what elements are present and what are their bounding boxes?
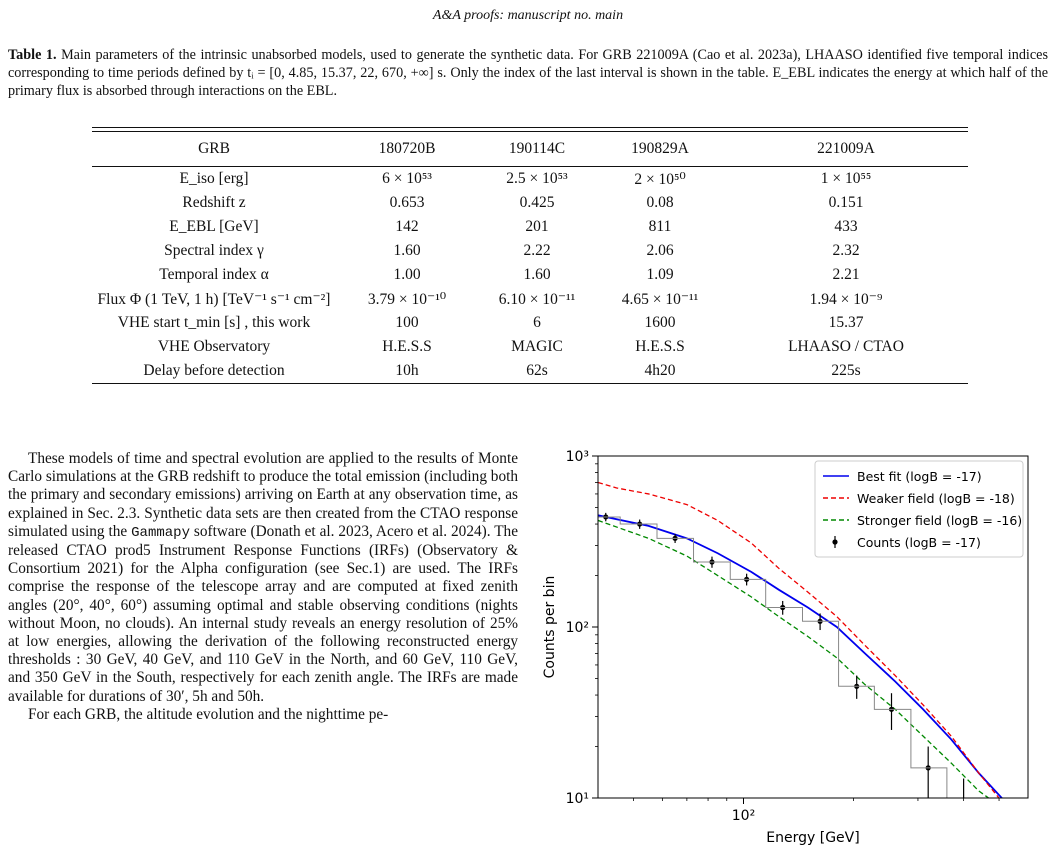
value-cell: 0.151: [828, 194, 864, 211]
value-cell: 6: [533, 314, 541, 331]
value-cell: 0.08: [646, 194, 674, 211]
value-cell: MAGIC: [511, 338, 563, 355]
value-cell: 10h: [336, 359, 478, 384]
value-cell: 1.60: [523, 266, 551, 283]
value-cell: 0.425: [519, 194, 555, 211]
value-cell: 1.94 × 10⁻⁹: [809, 290, 883, 308]
value-cell: 225s: [724, 359, 968, 384]
table-row: [92, 215, 968, 239]
x-tick-label: 10²: [731, 808, 756, 824]
row-label-cell: Delay before detection: [92, 359, 336, 384]
chart-svg: [528, 438, 1048, 858]
chart-legend: [815, 461, 1023, 557]
table-row: [92, 239, 968, 263]
body-text: [8, 450, 518, 724]
header-cell: 190114C: [478, 132, 596, 167]
header-cell: 221009A: [724, 132, 968, 167]
row-label-cell: Redshift z: [182, 194, 246, 211]
value-cell: 1.60: [393, 242, 421, 259]
x-axis-label: Energy [GeV]: [766, 830, 860, 846]
value-cell: 2 × 10⁵⁰: [634, 170, 686, 188]
y-tick-label: 10²: [565, 620, 589, 636]
paragraph: [8, 450, 518, 706]
legend-label: Best fit (logB = -17): [857, 469, 982, 484]
value-cell: 6 × 10⁵³: [382, 170, 432, 187]
caption-label: Table 1.: [8, 47, 57, 63]
header-cell: 190829A: [596, 132, 724, 167]
value-cell: 3.79 × 10⁻¹⁰: [367, 290, 447, 308]
figure-chart: [528, 438, 1048, 858]
legend-label: Weaker field (logB = -18): [857, 491, 1015, 506]
value-cell: 4h20: [596, 359, 724, 384]
text-run: software (Donath et al. 2023, Acero et al. 2024). The released CTAO prod5 Instrument Response Functions (IRFs) (Observatory & Consortium 2021) for the Alpha configuration (see Sec.1) are used. The IRFs comprise the response of the telescope array and are computed at fixed zenith angles (20°, 40°, 60°) assuming optimal and stable observing conditions (nights without Moon, no clouds). An internal study reveals an energy resolution of 25% at low energies, allowing the derivation of the following reconstructed energy thresholds : 30 GeV, 40 GeV, and 110 GeV in the North, and 60 GeV, 110 GeV, and 350 GeV in the South, respectively for each zenith angle. The IRFs are made available for durations of 30′, 5h and 50h.: [8, 522, 518, 705]
value-cell: 15.37: [828, 314, 864, 331]
value-cell: H.E.S.S: [382, 338, 432, 355]
row-label-cell: Temporal index α: [159, 266, 269, 283]
y-axis-label: Counts per bin: [542, 575, 558, 679]
value-cell: 201: [525, 218, 549, 235]
series-line: [598, 515, 1005, 802]
caption-text: Main parameters of the intrinsic unabsorbed models, used to generate the synthetic data. For GRB 221009A (Cao et al. 2023a), LHAASO identified five temporal indices corresponding to time periods defined by tᵢ = [0, 4.85, 15.37, 22, 670, +∞] s. Only the index of the last interval is shown in the table. E_EBL indicates the energy at which half of the primary flux is absorbed through interactions on the EBL.: [8, 47, 1048, 99]
table-row: [92, 167, 968, 192]
value-cell: 6.10 × 10⁻¹¹: [498, 290, 576, 308]
table-row: [92, 191, 968, 215]
value-cell: 2.06: [646, 242, 674, 259]
table-row: [92, 359, 968, 384]
table-caption: [8, 46, 1048, 100]
count-histogram-step: [598, 517, 1005, 806]
row-label-cell: Spectral index γ: [164, 242, 264, 259]
value-cell: 433: [834, 218, 858, 235]
series-line: [598, 520, 1005, 810]
value-cell: 1 × 10⁵⁵: [820, 170, 872, 187]
table-row: [92, 287, 968, 311]
count-point: [961, 803, 966, 808]
row-label-cell: VHE start t_min [s] , this work: [117, 314, 311, 331]
header-cell: 180720B: [336, 132, 478, 167]
value-cell: 811: [648, 218, 672, 235]
code-span: Gammapy: [131, 524, 190, 541]
legend-label: Counts (logB = -17): [857, 535, 981, 550]
value-cell: 1600: [644, 314, 676, 331]
table-row: [92, 263, 968, 287]
legend-marker-swatch: [832, 539, 837, 544]
table-row: [92, 311, 968, 335]
table-header-row: [92, 132, 968, 167]
row-label-cell: Flux Φ (1 TeV, 1 h) [TeV⁻¹ s⁻¹ cm⁻²]: [97, 290, 331, 308]
row-label-cell: E_EBL [GeV]: [169, 218, 259, 235]
row-label-cell: VHE Observatory: [157, 338, 271, 355]
value-cell: 2.5 × 10⁵³: [506, 170, 568, 187]
value-cell: 1.00: [393, 266, 421, 283]
value-cell: 142: [395, 218, 419, 235]
value-cell: 2.22: [523, 242, 551, 259]
value-cell: 62s: [478, 359, 596, 384]
value-cell: 0.653: [389, 194, 425, 211]
table-row: [92, 335, 968, 359]
value-cell: 4.65 × 10⁻¹¹: [621, 290, 699, 308]
row-label-cell: E_iso [erg]: [179, 170, 249, 187]
value-cell: 1.09: [646, 266, 674, 283]
value-cell: 100: [395, 314, 419, 331]
value-cell: H.E.S.S: [635, 338, 685, 355]
y-tick-label: 10¹: [565, 791, 589, 807]
text-run: These models of time and spectral evolution are applied to the results of Monte Carlo simulations at the GRB redshift to produce the total emission (including both the primary and secondary emissions) arriving on Earth at any observation time, as explained in Sec. 2.3. Synthetic data sets are then created from the CTAO response simulated using the: [8, 450, 518, 540]
header-cell: GRB: [92, 132, 336, 167]
value-cell: LHAASO / CTAO: [788, 338, 904, 355]
running-header: A&A proofs: manuscript no. main: [432, 8, 624, 23]
legend-label: Stronger field (logB = -16): [857, 513, 1023, 528]
parameters-table: [92, 127, 968, 384]
value-cell: 2.21: [832, 266, 860, 283]
value-cell: 2.32: [832, 242, 860, 259]
y-tick-label: 10³: [565, 449, 589, 465]
paragraph: For each GRB, the altitude evolution and the nighttime pe-: [28, 705, 389, 723]
